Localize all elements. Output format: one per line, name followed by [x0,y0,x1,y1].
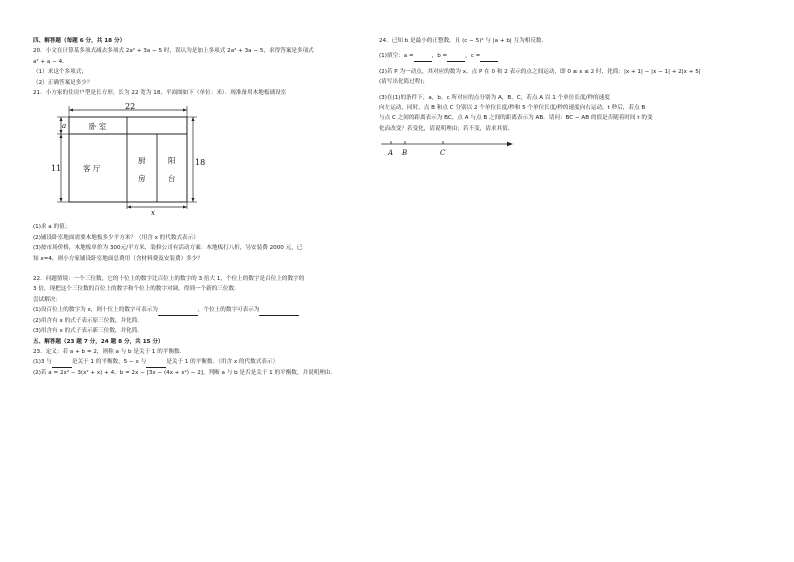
q24-sub2-line2: (请写出化简过程)； [379,79,429,86]
dim-11-label: 11 [51,164,62,174]
section-5-heading: 五、解答题（23 题 7 分，24 题 8 分，共 15 分） [33,338,164,345]
q22-sub1 [33,305,378,315]
q20-stem-line2: a² + a − 4． [33,58,68,65]
dim-18-label: 18 [195,158,206,168]
q21-stem: 21．小方家的住房户型是长方形，长为 22 宽为 18，平面图如下（单位：米）．现准备用木地板铺设室 [33,90,287,97]
point-a-label: A [388,149,394,158]
q20-stem-line1: 20．小文在计算某多项式减去多项式 2a² + 3a − 5 时，误认为是加上多项式 2a² + 3a − 5，求得答案是多项式 [33,48,314,55]
dim-x-label: x [151,209,155,218]
point-b-label: B [402,149,408,158]
q21-sub1: (1)求 a 的值； [33,224,71,231]
section-4-heading: 四、解答题（每题 6 分，共 18 分） [33,38,126,44]
q24-sub3-line3: 与点 C 之间的距离表示为 BC，点 A 与点 B 之间的距离表示为 AB．请问：BC − AB 的值是否随着时间 t 的变 [379,115,653,122]
q21-sub3-line2: 知 x=4，则小方家铺设卧室地面总费用（含材料费及安装费）多少？ [33,255,203,262]
q24-blank-b [447,54,465,62]
kitchen-label-1: 厨 [138,156,146,166]
q24-sub3-line2: 向左运动，同时，点 B 和点 C 分别以 2 个单位长度/秒和 5 个单位长度/秒的速度向右运动，t 秒后，若点 B [379,105,646,112]
q22-sub3: (3)用含有 x 的式子表示新三位数，并化简． [33,328,143,335]
q23-sub1 [33,357,378,367]
q23-blank-2 [146,360,166,368]
q24-blank-c [480,54,498,62]
bedroom-label: 卧 室 [89,122,107,132]
q23-stem: 23．定义：若 a + b = 2，则称 a 与 b 是关于 1 的平衡数． [33,348,186,355]
q21-sub2: (2)铺设卧室地面需要木地板多少平方米？（用含 x 的代数式表示） [33,234,199,241]
q24-sub1-text-a: (1)填空：a = [379,53,414,60]
q22-stem-line1: 22．问题情境：一个三位数，它的十位上的数字比百位上的数字的 3 倍大 1，个位上的数字是百位上的数字的 [33,276,305,283]
dim-22-label: 22 [125,102,136,112]
number-line-arrow [507,142,513,146]
balcony-label-1: 阳 [168,156,176,166]
q24-sub1 [379,51,761,61]
q23-sub2: (2)若 a = 2x² − 3(x² + x) + 4，b = 2x − [3x − (4x + x²) − 2]，判断 a 与 b 是否是关于 1 的平衡数，并说明理由． [33,369,337,376]
q24-sub1-text-b: ，b = [431,53,448,60]
point-c-label: C [440,149,446,158]
q23-sub1-text-c: 是关于 1 的平衡数．（用含 x 的代数式表示） [166,359,279,366]
q20-sub2: （2）正确答案是多少？ [33,79,93,86]
dim-a-label: a [62,122,67,131]
q22-sub1-text-a: (1)设百位上的数字为 x，则十位上的数字可表示为 [33,307,158,314]
q22-blank-tens [158,308,198,316]
q24-sub1-text-c: ，c = [465,53,481,60]
q23-sub1-text-b: 是关于 1 的平衡数，5 − x 与 [71,359,147,366]
q22-stem-line2: 3 倍，现把这个三位数的百位上的数字和个位上的数字对调，得到一个新的三位数． [33,286,240,293]
q21-sub3-line1: (3)按市场价格，木地板单价为 300元/平方米，装修公司有活动方案：木地板打八折，另安装费 2000 元，已 [33,245,303,252]
q22-sub1-text-b: ，个位上的数字可表示为 [197,307,260,314]
q24-sub3-line1: (3)在(1)的条件下，a，b，c 所对应的点分别为 A，B，C，若点 A 以 1 个单位长度/秒的速度 [379,94,610,101]
q20-sub1: （1）求这个多项式； [33,69,87,76]
number-line-diagram [379,138,519,160]
q22-try-heading: 尝试解决： [33,296,61,303]
q22-sub2: (2)用含有 x 的式子表示原三位数，并化简． [33,317,143,324]
q23-sub1-text-a: (1)3 与 [33,359,52,366]
q22-blank-ones [259,308,299,316]
q24-stem: 24．已知 b 是最小的正整数，且 (c − 5)² 与 |a + b| 互为相反数． [379,38,548,44]
q23-blank-1 [52,360,72,368]
left-column [33,36,378,378]
q24-sub3-line4: 化而改变？若变化，请说明理由；若不变，请求其值． [379,125,514,132]
right-column [379,36,761,160]
living-room-label: 客 厅 [83,164,101,174]
kitchen-label-2: 房 [138,174,146,184]
balcony-label-2: 台 [168,174,176,184]
floor-plan-diagram [33,101,206,219]
q24-blank-a [414,54,432,62]
q24-sub2-line1: (2)若 P 为一动点，其对应的数为 x，点 P 在 0 和 2 表示的点之间运动，即 0 ≤ x ≤ 2 时，化简：|x + 1| − |x − 1| + 2|x + 5| [379,68,701,75]
